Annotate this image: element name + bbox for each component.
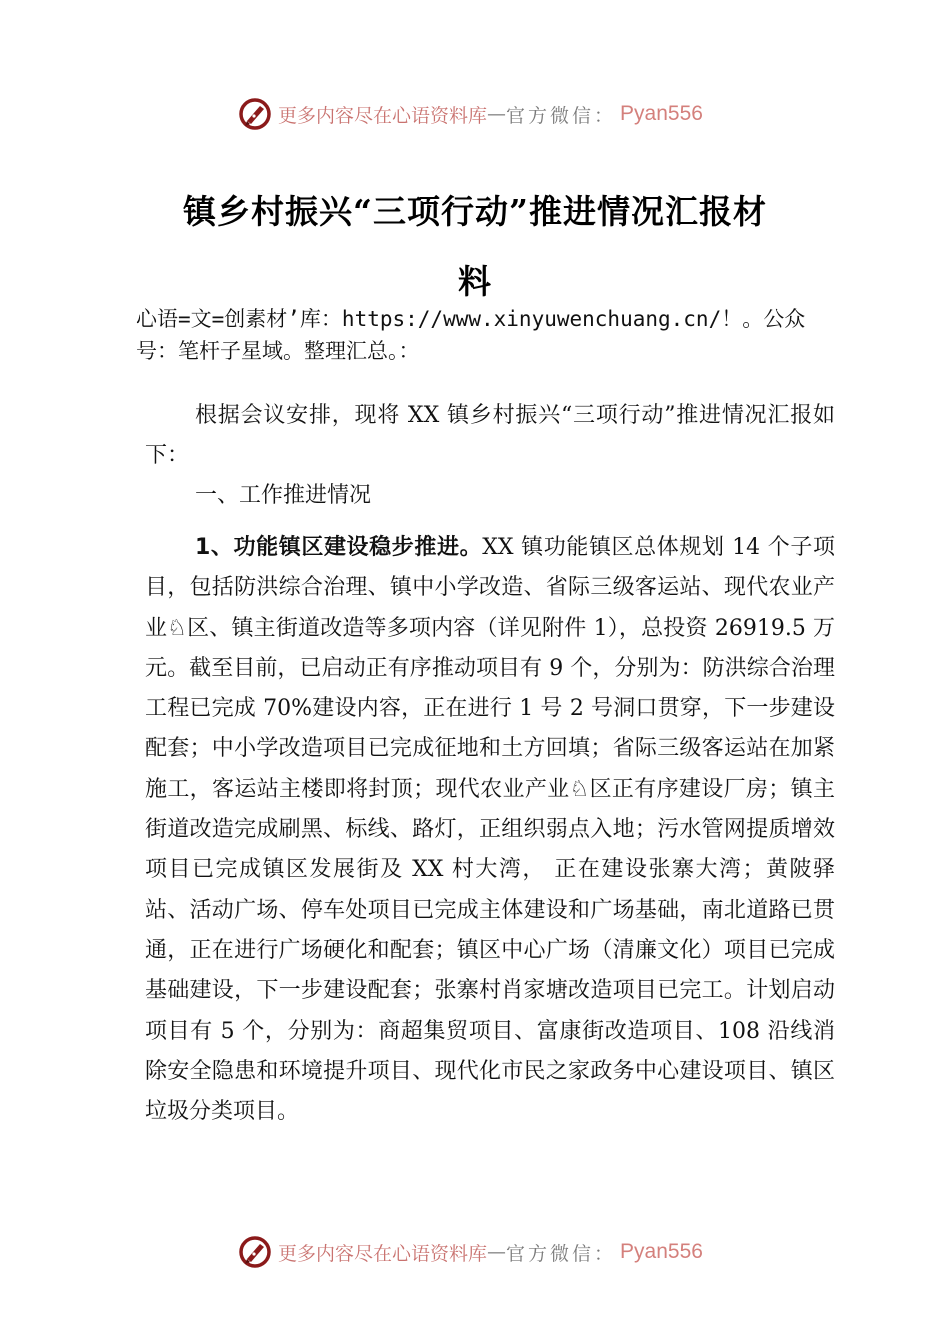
section-heading: 一、工作推进情况 bbox=[195, 483, 372, 508]
source-note: 心语=文=创素材’库：https://www.xinyuwenchuang.cn/！。公众号：笔杆子星域。整理汇总。： bbox=[136, 307, 806, 363]
watermark-banner-top bbox=[238, 94, 703, 134]
watermark-wechat-id: Pyan556 bbox=[620, 1240, 703, 1263]
item1-lead: 1、功能镇区建设稳步推进。 bbox=[195, 535, 483, 560]
intro-paragraph: 根据会议安排，现将 XX 镇乡村振兴“三项行动”推进情况汇报如下： bbox=[145, 403, 835, 469]
quill-logo-icon bbox=[238, 1235, 272, 1269]
document-title-line1: 镇乡村振兴“三项行动”推进情况汇报材 bbox=[183, 192, 767, 231]
watermark-dash: — bbox=[487, 1241, 507, 1263]
watermark-wechat-label: 官方微信： bbox=[506, 104, 617, 127]
item1-body: XX 镇功能镇区总体规划 14 个子项目，包括防洪综合治理、镇中小学改造、省际三级客运站、现代农业产业♘区、镇主街道改造等多项内容（详见附件 1），总投资 26919.5 万元。截至目前，已启动正有序推动项目有 9 个，分别为：防洪综合治理工程已完成 70%建设内容，正在进行 1 号 2 号洞口贯穿，下一步建设配套；中小学改造项目已完成征地和土方回填；省际三级客运站在加紧施工，客运站主楼即将封顶；现代农业产业♘区正有序建设厂房；镇主街道改造完成刷黑、标线、路灯，正组织弱点入地；污水管网提质增效项目已完成镇区发展街及 XX 村大湾， 正在建设张寨大湾；黄陂驿站、活动广场、停车处项目已完成主体建设和广场基础，南北道路已贯通，正在进行广场硬化和配套；镇区中心广场（清廉文化）项目已完成基础建设，下一步建设配套；张寨村肖家塘改造项目已完工。计划启动项目有 5 个，分别为：商超集贸项目、富康街改造项目、108 沿线消除安全隐患和环境提升项目、现代化市民之家政务中心建设项目、镇区垃圾分类项目。 bbox=[145, 535, 835, 1125]
quill-logo-icon bbox=[238, 97, 272, 131]
watermark-wechat-id: Pyan556 bbox=[620, 102, 703, 125]
document-title-line2: 料 bbox=[458, 262, 492, 301]
watermark-dash: — bbox=[487, 103, 507, 125]
item1-paragraph bbox=[145, 528, 835, 1132]
watermark-main-text: 更多内容尽在心语资料库 bbox=[278, 104, 488, 127]
watermark-main-text: 更多内容尽在心语资料库 bbox=[278, 1242, 488, 1265]
watermark-banner-bottom bbox=[238, 1232, 703, 1272]
watermark-wechat-label: 官方微信： bbox=[506, 1242, 617, 1265]
